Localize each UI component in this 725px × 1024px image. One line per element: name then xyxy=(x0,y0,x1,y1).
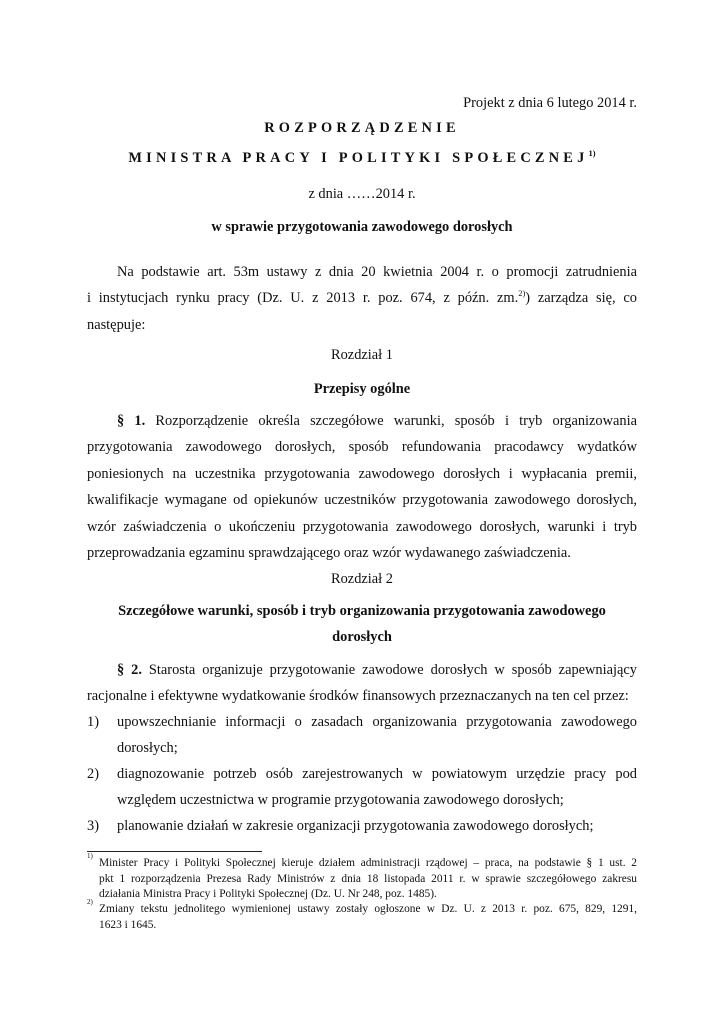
chapter-1-title: Przepisy ogólne xyxy=(313,381,411,397)
preamble-line: i instytucjach rynku pracy (Dz. U. z 2013 r. poz. 674, z późn. zm.$^{2)}$) zarządza się, co xyxy=(87,288,637,307)
date-line: z dnia ……2014 r. xyxy=(308,186,416,202)
chapter-1-label: Rozdział 1 xyxy=(331,347,393,363)
section-2 xyxy=(87,657,637,710)
issuer: MINISTRA PRACY I POLITYKI SPOŁECZNEJ xyxy=(128,150,589,166)
section-1-line: wzór zaświadczenia o ukończeniu przygotowania zawodowego dorosłych, warunki i tryb xyxy=(87,518,637,535)
list-item-number: 2) xyxy=(87,766,99,782)
subject: w sprawie przygotowania zawodowego dorosłych xyxy=(211,219,513,235)
section-1-line: poniesionych na uczestnika przygotowania zawodowego dorosłych i wypłacania premii, xyxy=(87,465,637,482)
section-2-line: § 2. Starosta organizuje przygotowanie zawodowe dorosłych w sposób zapewniający xyxy=(117,662,637,678)
footnote-2: 2) Zmiany tekstu jednolitego wymienionej ustawy zostały ogłoszone w Dz. U. z 2013 r. poz. 675, 829, 1291, 1623 i 1645. xyxy=(87,898,637,931)
list-item-number: 1) xyxy=(87,714,99,730)
section-1-line: przygotowania zawodowego dorosłych, sposób refundowania pracodawcy wydatków xyxy=(87,439,637,456)
chapter-2-title: Szczegółowe warunki, sposób i tryb organizowania przygotowania zawodowego dorosłych xyxy=(118,603,606,646)
preamble-line: następuje: xyxy=(87,316,146,333)
section-2-line: racjonalne i efektywne wydatkowanie środków finansowych przeznaczanych na ten cel przez: xyxy=(87,688,629,705)
footnote-1: 1) Minister Pracy i Polityki Społecznej kieruje działem administracji rządowej – praca, na podstawie § 1 ust. 2 pkt 1 rozporządzenia Prezesa Rady Ministrów z dnia 18 listopada 2011 r. w sprawie szczegółowego zakresu działania Ministra Pracy i Polityki Społecznej (Dz. U. Nr 248, poz. 1485). xyxy=(87,852,637,901)
section-2-number: § 2. xyxy=(117,662,142,678)
footnote-ref-1[interactable]: 1) xyxy=(588,148,596,158)
section-1-line: § 1. Rozporządzenie określa szczegółowe warunki, sposób i tryb organizowania xyxy=(117,413,637,429)
issuer-line xyxy=(60,145,664,171)
chapter-2-label: Rozdział 2 xyxy=(331,571,393,587)
list-item-number: 3) xyxy=(87,818,99,834)
preamble-line: Na podstawie art. 53m ustawy z dnia 20 kwietnia 2004 r. o promocji zatrudnienia xyxy=(117,264,637,280)
footnote-ref-2[interactable]: 2) xyxy=(518,288,526,299)
document-title: ROZPORZĄDZENIE xyxy=(264,120,460,136)
section-1-number: § 1. xyxy=(117,413,146,429)
section-1 xyxy=(87,408,637,566)
document-page: Projekt z dnia 6 lutego 2014 r. ROZPORZĄDZENIE MINISTRA PRACY I POLITYKI SPOŁECZNEJ$^{1)}$ z dnia ……2014 r. w sprawie przygotowania zawodowego dorosłych Na podstawie art. 53m ustawy z dnia 20 kwietnia 2004 r. o promocji zatrudnienia i instytucjach rynku pracy (Dz. U. z 2013 r. poz. 674, z późn. zm.$^{2)}$) zarządza się, co następuje: Rozdział 1 Przepisy ogólne § 1. Rozporządzenie określa szczegółowe warunki, sposób i tryb organizowania przygotowania zawodowego dorosłych, sposób refundowania pracodawcy wydatków poniesionych na uczestnika przygotowania zawodowego dorosłych i wypłacania premii, kwalifikacje wymagane od opiekunów uczestników przygotowania zawodowego dorosłych, wzór zaświadczenia o ukończeniu przygotowania zawodowego dorosłych, warunki i tryb przeprowadzania egzaminu sprawdzającego oraz wzór wydawanego zaświadczenia. Rozdział 2 Szczegółowe warunki, sposób i tryb organizowania przygotowania zawodowego dorosłych § 2. Starosta organizuje przygotowanie zawodowe dorosłych w sposób zapewniający racjonalne i efektywne wydatkowanie środków finansowych przeznaczanych na ten cel przez: 1) upowszechnianie informacji o zasadach organizowania przygotowania zawodowego dorosłych; 2) diagnozowanie potrzeb osób zarejestrowanych w powiatowym urzędzie pracy pod względem uczestnictwa w programie przygotowania zawodowego dorosłych; 3) planowanie działań w zakresie organizacji przygotowania zawodowego dorosłych; 1) Minister Pracy i Polityki Społecznej kieruje działem administracji rządowej – praca, na podstawie § 1 ust. 2 pkt 1 rozporządzenia Prezesa Rady Ministrów z dnia 18 listopada 2011 r. w sprawie szczegółowego zakresu działania Ministra Pracy i Polityki Społecznej (Dz. U. Nr 248, poz. 1485). 2) Zmiany tekstu jednolitego wymienionej ustawy zostały ogłoszone w Dz. U. z 2013 r. poz. 675, 829, 1291, 1623 i 1645. xyxy=(0,0,725,1024)
project-date: Projekt z dnia 6 lutego 2014 r. xyxy=(463,95,637,111)
preamble xyxy=(87,259,637,338)
footnote-separator xyxy=(87,851,262,852)
section-1-line: przeprowadzania egzaminu sprawdzającego oraz wzór wydawanego zaświadczenia. xyxy=(87,545,571,562)
section-1-line: kwalifikacje wymagane od opiekunów uczestników przygotowania zawodowego dorosłych, xyxy=(87,492,637,509)
